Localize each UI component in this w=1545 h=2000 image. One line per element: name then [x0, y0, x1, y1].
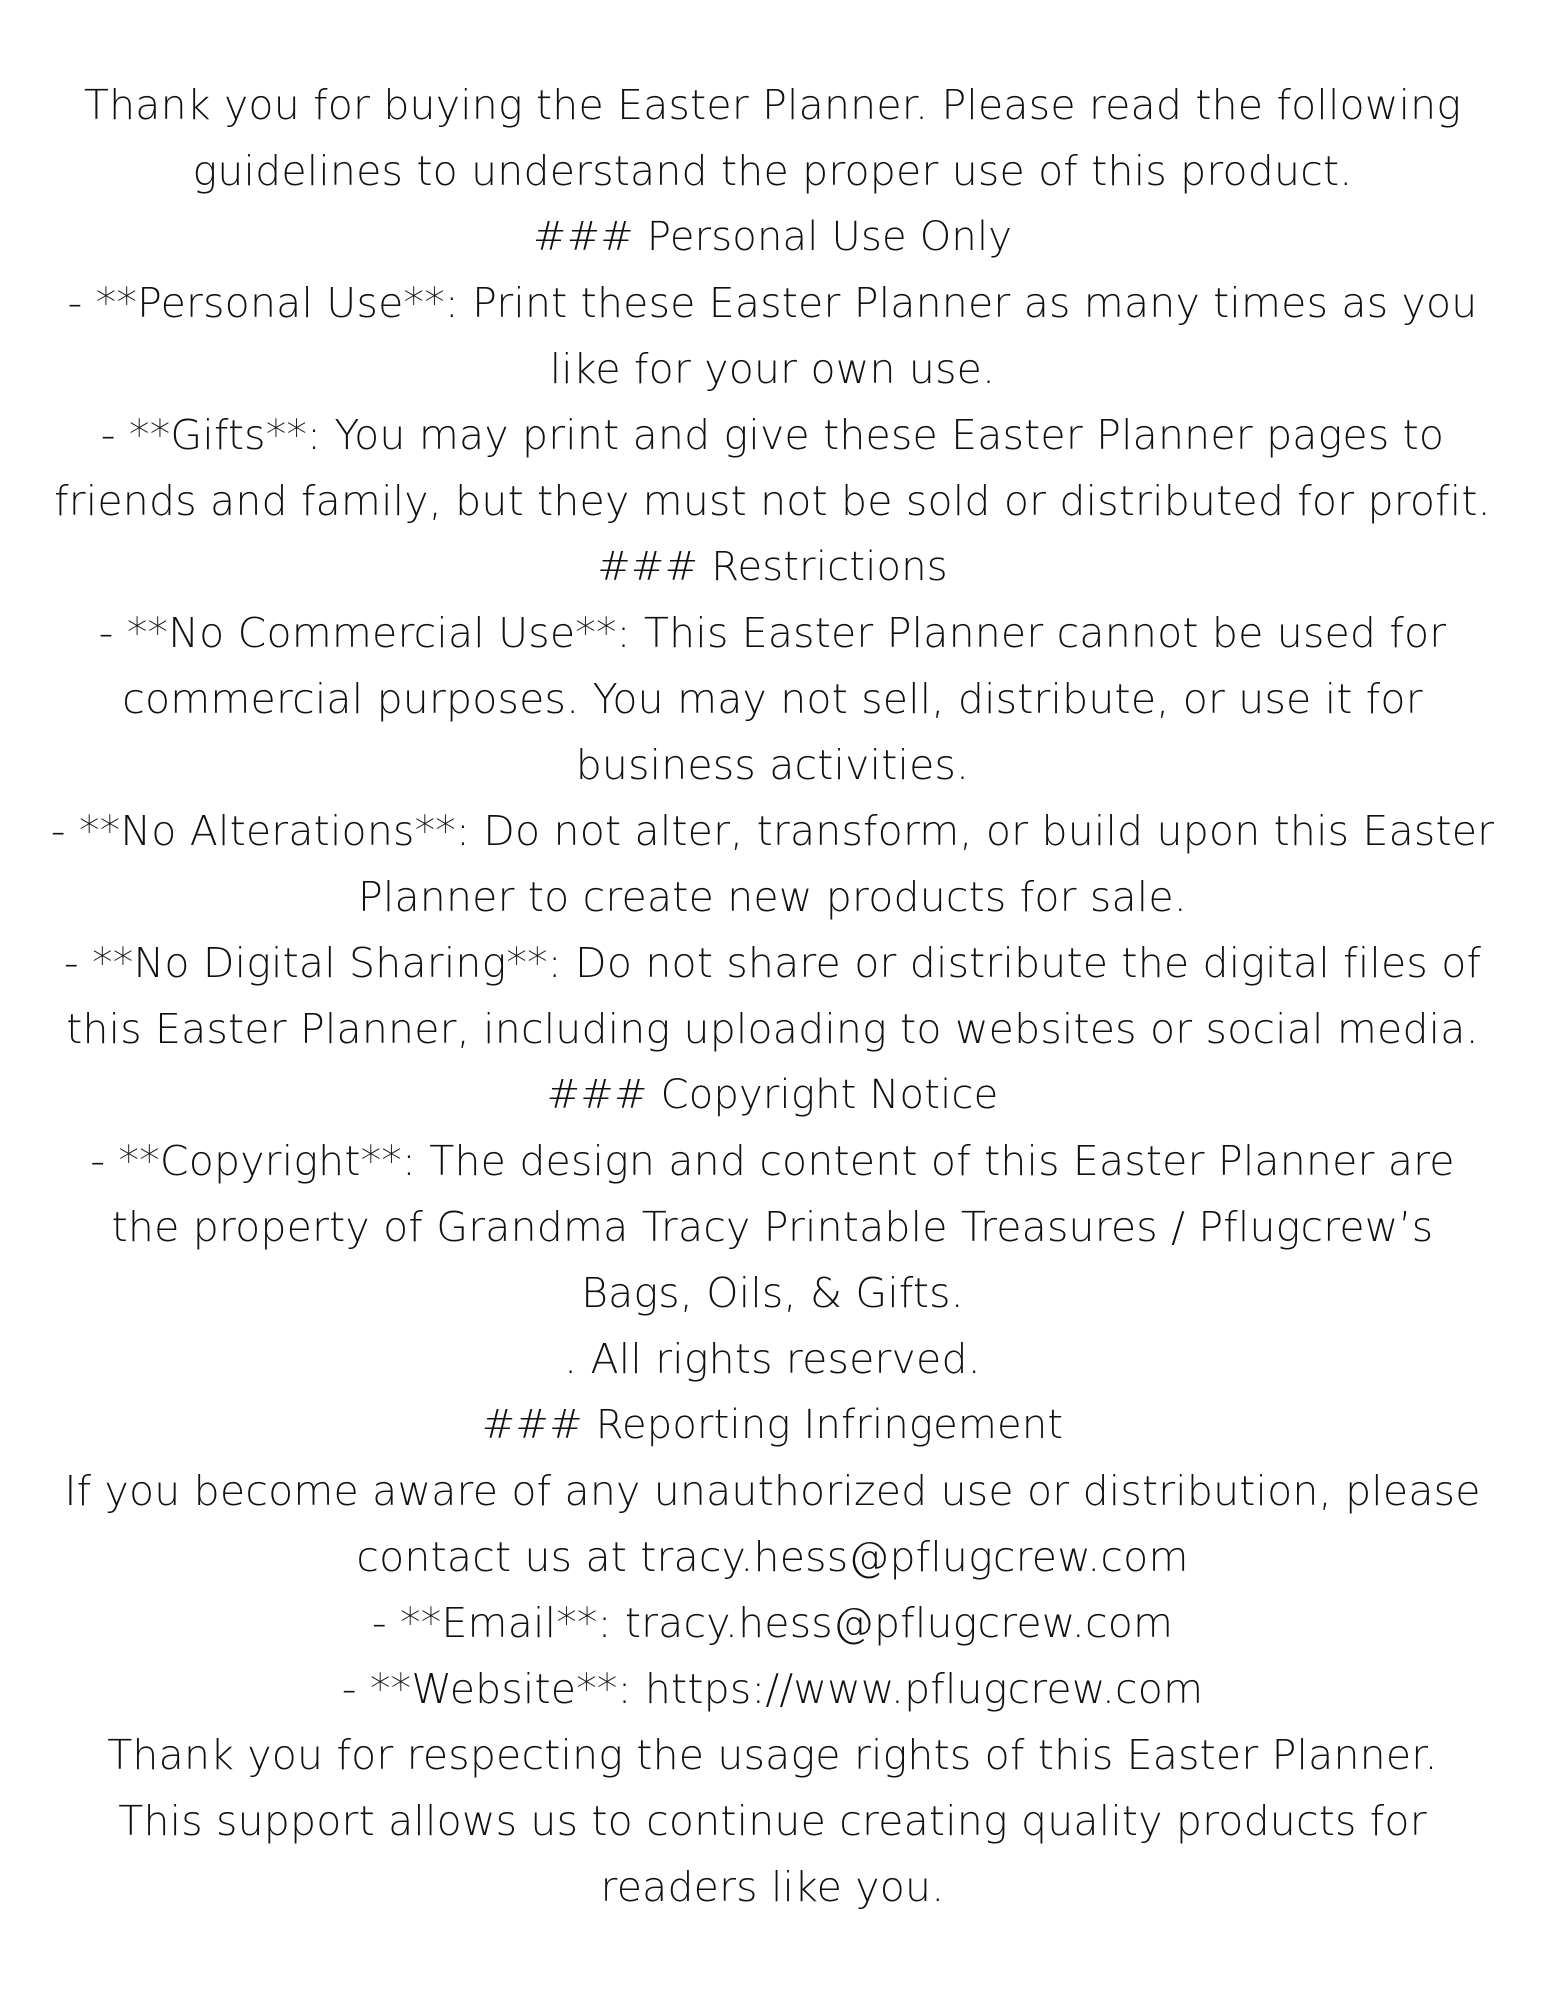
intro-line: Thank you for buying the Easter Planner. Please read the following — [83, 81, 1462, 129]
body-line: contact us at tracy.hess@pflugcrew.com — [356, 1533, 1189, 1581]
body-line: business activities. — [575, 741, 970, 789]
intro-line: guidelines to understand the proper use of this product. — [192, 147, 1353, 195]
body-line: - **No Commercial Use**: This Easter Planner cannot be used for — [98, 609, 1447, 657]
body-line: . All rights reserved. — [564, 1335, 981, 1383]
body-line: like for your own use. — [549, 345, 996, 393]
body-line: friends and family, but they must not be sold or distributed for profit. — [54, 477, 1491, 525]
body-line: - **Email**: tracy.hess@pflugcrew.com — [371, 1599, 1174, 1647]
body-line: If you become aware of any unauthorized use or distribution, please — [64, 1467, 1481, 1515]
body-line: - **Copyright**: The design and content of this Easter Planner are — [90, 1137, 1455, 1185]
closing-line: Thank you for respecting the usage rights of this Easter Planner. — [107, 1731, 1438, 1779]
body-line: - **Personal Use**: Print these Easter Planner as many times as you — [67, 279, 1478, 327]
body-line: this Easter Planner, including uploading to websites or social media. — [66, 1005, 1479, 1053]
body-line: the property of Grandma Tracy Printable Treasures / Pflugcrew’s — [111, 1203, 1434, 1251]
section-heading-copyright: ### Copyright Notice — [546, 1072, 999, 1118]
body-line: Planner to create new products for sale. — [357, 873, 1188, 921]
closing-line: readers like you. — [600, 1863, 945, 1911]
body-line: - **Gifts**: You may print and give these Easter Planner pages to — [100, 411, 1445, 459]
body-line: - **No Alterations**: Do not alter, transform, or build upon this Easter — [50, 807, 1495, 855]
document-body — [30, 72, 1515, 1920]
section-heading-personal-use: ### Personal Use Only — [532, 214, 1013, 260]
section-heading-reporting: ### Reporting Infringement — [481, 1402, 1064, 1448]
body-line: - **Website**: https://www.pflugcrew.com — [341, 1665, 1204, 1713]
body-line: Bags, Oils, & Gifts. — [581, 1269, 964, 1317]
closing-line: This support allows us to continue creating quality products for — [118, 1797, 1427, 1845]
body-line: commercial purposes. You may not sell, distribute, or use it for — [122, 675, 1423, 723]
body-line: - **No Digital Sharing**: Do not share or distribute the digital files of — [63, 939, 1482, 987]
section-heading-restrictions: ### Restrictions — [597, 544, 948, 590]
